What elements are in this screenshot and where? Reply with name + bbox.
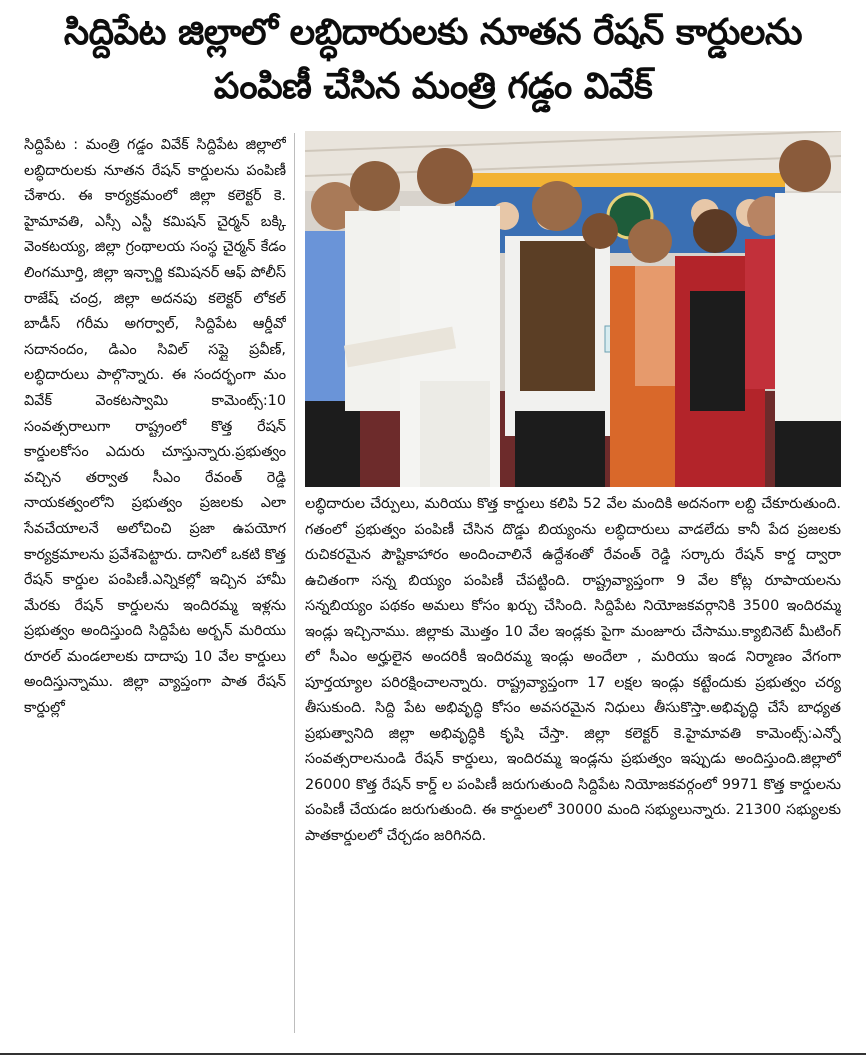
news-photo (305, 131, 841, 487)
page-bottom-rule (0, 1053, 866, 1055)
headline (10, 6, 856, 114)
article-right-column (305, 492, 841, 1042)
article-left-column (24, 133, 286, 1045)
news-photo-illustration (305, 131, 841, 487)
headline-line-1: సిద్దిపేట జిల్లాలో లబ్ధిదారులకు నూతన రేషన్ కార్డులను (63, 12, 803, 53)
column-divider (294, 133, 295, 1033)
article-right-text: లబ్ధిదారుల చేర్పులు, మరియు కొత్త కార్డులు కలిపి 52 వేల మందికి అదనంగా లబ్ది చేకూరుతుంది. గతంలో ప్రభుత్వం పంపిణీ చేసిన దొడ్డు బియ్యంను లబ్ధిదారులు వాడలేదు కానీ పేద ప్రజలకు రుచికరమైన పౌష్టికాహారం అందించాలినే ఉద్దేశంతో రేవంత్ రెడ్డి సర్కారు రేషన్ కార్డ ద్వారా ఉచితంగా సన్న బియ్యం పంపిణీ చేపట్టింది. రాష్ట్రవ్యాప్తంగా 9 వేల కోట్ల రూపాయలను సన్నబియ్యం పథకం అమలు కోసం ఖర్చు చేసింది. సిద్దిపేట నియోజకవర్గానికి 3500 ఇందిరమ్మ ఇండ్లు ఇచ్చినాము. జిల్లాకు మొత్తం 10 వేల ఇండ్లకు పైగా మంజూరు చేసాము.క్యాబినెట్ మీటింగ్ లో సీఎం అర్హులైన అందరికీ ఇందిరమ్మ ఇండ్లు అందేలా , మరియు ఇండ నిర్మాణం వేగంగా పూర్తయ్యాల పరిరక్షించాలన్నారు. రాష్ట్రవ్యాప్తంగా 17 లక్షల ఇండ్లు కట్టేందుకు ప్రభుత్వం చర్య తీసుకుంది. సిద్ది పేట అభివృద్ధి కోసం అవసరమైన నిధులు తీసుకొస్తా.అభివృద్ధి చేసే బాధ్యత ప్రభుత్వానిది జిల్లా అభివృద్ధికి కృషి చేస్తా. జిల్లా కలెక్టర్ కె.హైమావతి కామెంట్స్:ఎన్నో సంవత్సరాలనుండి రేషన్ కార్డులు, ఇందిరమ్మ ఇండ్లను ప్రభుత్వం ఇప్పుడు అందిస్తుంది.జిల్లాలో 26000 కొత్త రేషన్ కార్డ్ ల పంపిణీ జరుగుతుంది సిద్దిపేట నియోజకవర్గంలో 9971 కొత్త కార్డులను పంపిణీ చేయడం జరుగుతుంది. ఈ కార్డులలో 30000 మంది సభ్యులున్నారు. 21300 సభ్యులకు పాతకార్డులలో చేర్చడం జరిగినది. (305, 496, 841, 844)
article-left-text: సిద్దిపేట : మంత్రి గడ్డం వివేక్ సిద్దిపేట జిల్లాలో లబ్ధిదారులకు నూతన రేషన్ కార్డులను పంపిణీ చేశారు. ఈ కార్యక్రమంలో జిల్లా కలెక్టర్ కె. హైమావతి, ఎస్సీ ఎస్టీ కమిషన్ చైర్మన్ బక్కి వెంకటయ్య, జిల్లా గ్రంథాలయ సంస్థ చైర్మన్ కేడం లింగమూర్తి, జిల్లా ఇన్చార్జి కమిషనర్ ఆఫ్ పోలీస్ రాజేష్ చంద్ర, జిల్లా అదనపు కలెక్టర్ లోకల్ బాడీస్ గరీమ అగర్వాల్, సిద్దిపేట ఆర్డీవో సదానందం, డిఎం సివిల్ సప్లై ప్రవీణ్, లబ్ధిదారులు పాల్గొన్నారు. ఈ సందర్భంగా మం వివేక్ వెంకటస్వామి కామెంట్స్:10 సంవత్సరాలుగా రాష్ట్రంలో కొత్త రేషన్ కార్డులకోసం ఎదురు చూస్తున్నారు.ప్రభుత్వం వచ్చిన తర్వాత సీఎం రేవంత్ రెడ్డి నాయకత్వంలోని ప్రభుత్వం ప్రజలకు ఎలా సేవచేయాలనే అలోచించి ప్రజా ఉపయోగ కార్యక్రమాలను ప్రవేశపెట్టారు. దానిలో ఒకటి కొత్త రేషన్ కార్డుల పంపిణీ.ఎన్నికల్లో ఇచ్చిన హామీ మేరకు రేషన్ కార్డులను ఇందిరమ్మ ఇళ్లను ప్రభుత్వం అందిస్తుంది సిద్దిపేట అర్బన్ మరియు రూరల్ మండలాలకు దాదాపు 10 వేల కార్డులు అందిస్తున్నాము. జిల్లా వ్యాప్తంగా పాత రేషన్ కార్డుల్లో (24, 137, 286, 717)
headline-line-2: పంపిణీ చేసిన మంత్రి గడ్డం వివేక్ (213, 66, 653, 107)
